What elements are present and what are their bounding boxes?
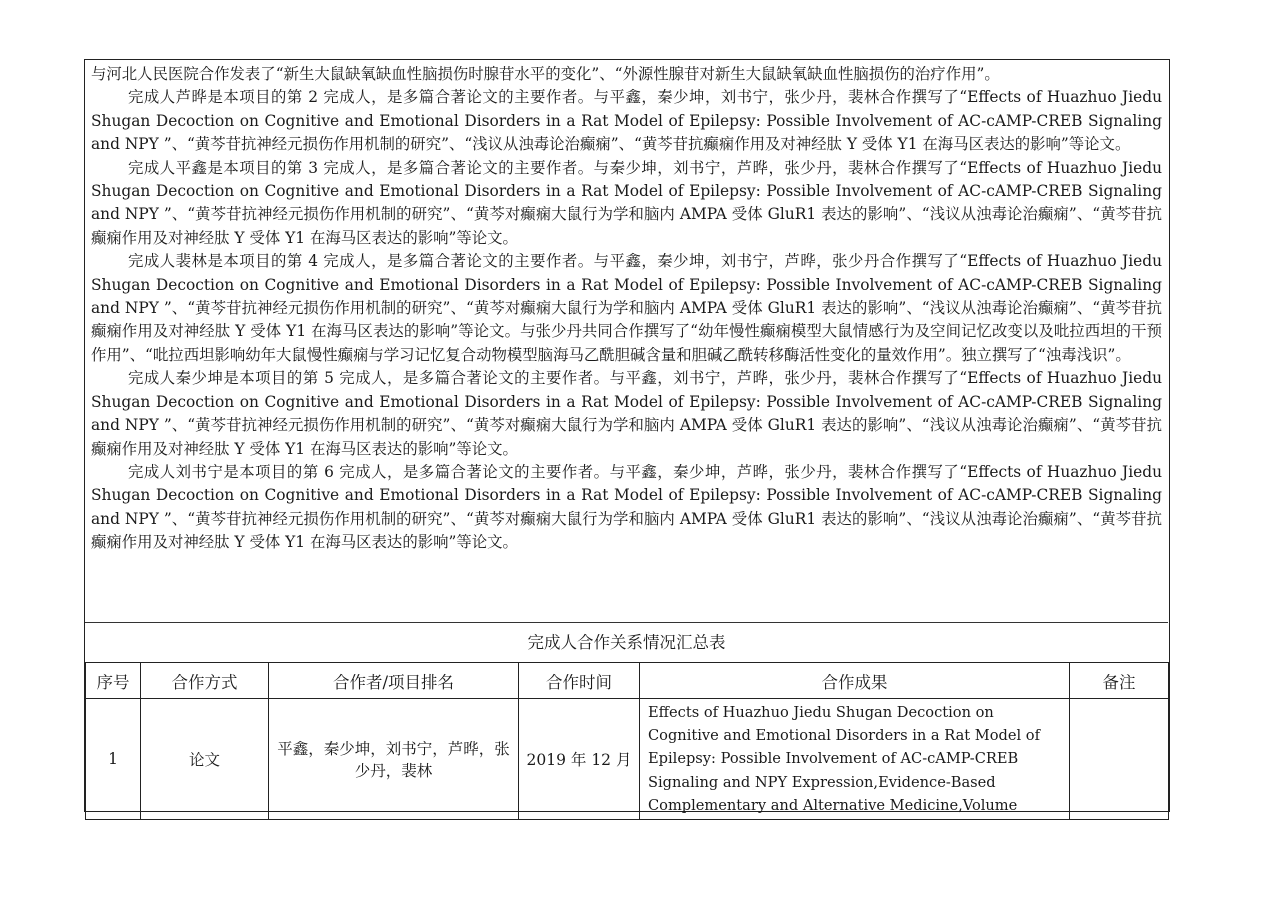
header-result: 合作成果 — [640, 663, 1070, 699]
cell-result: Effects of Huazhuo Jiedu Shugan Decoction on Cognitive and Emotional Disorders in a Rat Model of Epilepsy: Possible Involvement of AC-cAMP-CREB Signaling and NPY Expression,Evidence-Based Complementary and Alternative Medicine,Volume — [640, 699, 1070, 820]
cell-remarks — [1070, 699, 1169, 820]
paragraph-ping-xin: 完成人平鑫是本项目的第 3 完成人，是多篇合著论文的主要作者。与秦少坤，刘书宁，芦晔，张少丹，裴林合作撰写了“Effects of Huazhuo Jiedu Shugan Decoction on Cognitive and Emotional Disorders in a Rat Model of Epilepsy: Possible Involvement of AC-cAMP-CREB Signaling and NPY ”、“黄芩苷抗神经元损伤作用机制的研究”、“黄芩对癫痫大鼠行为学和脑内 AMPA 受体 GluR1 表达的影响”、“浅议从浊毒论治癫痫”、“黄芩苷抗癫痫作用及对神经肽 Y 受体 Y1 在海马区表达的影响”等论文。 — [91, 158, 1162, 247]
paragraph-qin-shaokun: 完成人秦少坤是本项目的第 5 完成人，是多篇合著论文的主要作者。与平鑫，刘书宁，芦晔，张少丹，裴林合作撰写了“Effects of Huazhuo Jiedu Shugan Decoction on Cognitive and Emotional Disorders in a Rat Model of Epilepsy: Possible Involvement of AC-cAMP-CREB Signaling and NPY ”、“黄芩苷抗神经元损伤作用机制的研究”、“黄芩对癫痫大鼠行为学和脑内 AMPA 受体 GluR1 表达的影响”、“浅议从浊毒论治癫痫”、“黄芩苷抗癫痫作用及对神经肽 Y 受体 Y1 在海马区表达的影响”等论文。 — [91, 369, 1162, 458]
cell-time: 2019 年 12 月 — [519, 699, 640, 820]
document-page — [84, 59, 1170, 812]
cell-partners: 平鑫，秦少坤，刘书宁，芦晔，张少丹，裴林 — [269, 699, 519, 820]
cell-no: 1 — [86, 699, 141, 820]
header-no: 序号 — [86, 663, 141, 699]
header-remarks: 备注 — [1070, 663, 1169, 699]
paragraph-hebei-cooperation: 与河北人民医院合作发表了“新生大鼠缺氧缺血性脑损伤时腺苷水平的变化”、“外源性腺苷对新生大鼠缺氧缺血性脑损伤的治疗作用”。 — [91, 65, 1000, 83]
summary-table — [85, 662, 1169, 820]
body-text — [85, 60, 1168, 622]
paragraph-pei-lin: 完成人裴林是本项目的第 4 完成人，是多篇合著论文的主要作者。与平鑫，秦少坤，刘书宁，芦晔，张少丹合作撰写了“Effects of Huazhuo Jiedu Shugan Decoction on Cognitive and Emotional Disorders in a Rat Model of Epilepsy: Possible Involvement of AC-cAMP-CREB Signaling and NPY ”、“黄芩苷抗神经元损伤作用机制的研究”、“黄芩对癫痫大鼠行为学和脑内 AMPA 受体 GluR1 表达的影响”、“浅议从浊毒论治癫痫”、“黄芩苷抗癫痫作用及对神经肽 Y 受体 Y1 在海马区表达的影响”等论文。与张少丹共同合作撰写了“幼年慢性癫痫模型大鼠情感行为及空间记忆改变以及吡拉西坦的干预作用”、“吡拉西坦影响幼年大鼠慢性癫痫与学习记忆复合动物模型脑海马乙酰胆碱含量和胆碱乙酰转移酶活性变化的量效作用”。独立撰写了“浊毒浅识”。 — [91, 252, 1162, 364]
table-row — [86, 699, 1169, 820]
paragraph-liu-shuning: 完成人刘书宁是本项目的第 6 完成人，是多篇合著论文的主要作者。与平鑫，秦少坤，芦晔，张少丹，裴林合作撰写了“Effects of Huazhuo Jiedu Shugan Decoction on Cognitive and Emotional Disorders in a Rat Model of Epilepsy: Possible Involvement of AC-cAMP-CREB Signaling and NPY ”、“黄芩苷抗神经元损伤作用机制的研究”、“黄芩对癫痫大鼠行为学和脑内 AMPA 受体 GluR1 表达的影响”、“浅议从浊毒论治癫痫”、“黄芩苷抗癫痫作用及对神经肽 Y 受体 Y1 在海马区表达的影响”等论文。 — [91, 462, 1162, 552]
header-time: 合作时间 — [519, 663, 640, 699]
header-partners: 合作者/项目排名 — [269, 663, 519, 699]
summary-table-title: 完成人合作关系情况汇总表 — [85, 622, 1168, 662]
cell-method: 论文 — [141, 699, 269, 820]
table-header-row — [86, 663, 1169, 699]
header-method: 合作方式 — [141, 663, 269, 699]
paragraph-lu-ye: 完成人芦晔是本项目的第 2 完成人，是多篇合著论文的主要作者。与平鑫，秦少坤，刘书宁，张少丹，裴林合作撰写了“Effects of Huazhuo Jiedu Shugan Decoction on Cognitive and Emotional Disorders in a Rat Model of Epilepsy: Possible Involvement of AC-cAMP-CREB Signaling and NPY ”、“黄芩苷抗神经元损伤作用机制的研究”、“浅议从浊毒论治癫痫”、“黄芩苷抗癫痫作用及对神经肽 Y 受体 Y1 在海马区表达的影响”等论文。 — [91, 88, 1162, 154]
